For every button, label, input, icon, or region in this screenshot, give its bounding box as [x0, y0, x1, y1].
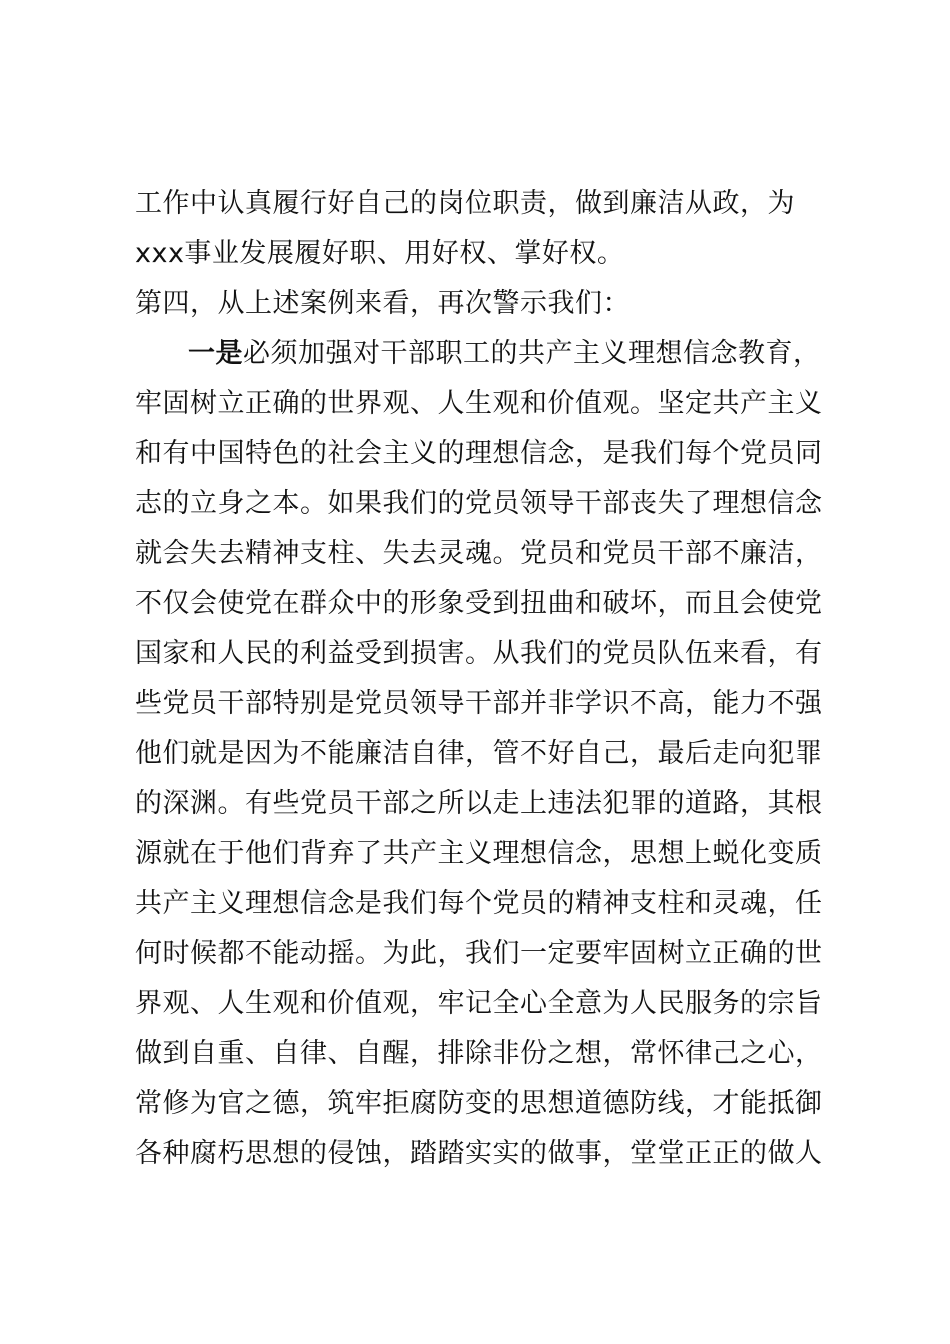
text-line: 何时候都不能动摇。为此，我们一定要牢固树立正确的世 [135, 938, 823, 969]
text-line: 就会失去精神支柱、失去灵魂。党员和党员干部不廉洁， [135, 538, 823, 569]
text-line: 不仅会使党在群众中的形象受到扭曲和破坏，而且会使党 [135, 588, 823, 619]
text-line: 做到自重、自律、自醒，排除非份之想，常怀律己之心， [135, 1038, 823, 1069]
text-line: 牢固树立正确的世界观、人生观和价值观。坚定共产主义 [135, 388, 823, 419]
text-line: 常修为官之德，筑牢拒腐防变的思想道德防线，才能抵御 [135, 1088, 823, 1119]
text-line: 他们就是因为不能廉洁自律，管不好自己，最后走向犯罪 [135, 738, 823, 769]
text-line: 的深渊。有些党员干部之所以走上违法犯罪的道路，其根 [135, 788, 823, 819]
text-line: 志的立身之本。如果我们的党员领导干部丧失了理想信念 [135, 488, 823, 519]
text-line: 源就在于他们背弃了共产主义理想信念，思想上蜕化变质 [135, 838, 823, 869]
text-span: 必须加强对干部职工的共产主义理想信念教育， [243, 338, 821, 369]
text-line: 共产主义理想信念是我们每个党员的精神支柱和灵魂，任 [135, 888, 823, 919]
text-line: xxx事业发展履好职、用好权、掌好权。 [135, 238, 625, 269]
text-line: 界观、人生观和价值观，牢记全心全意为人民服务的宗旨 [135, 988, 823, 1019]
text-line: 工作中认真履行好自己的岗位职责，做到廉洁从政，为 [135, 188, 795, 219]
paragraph-first-line [188, 336, 821, 372]
text-line: 国家和人民的利益受到损害。从我们的党员队伍来看，有 [135, 638, 823, 669]
bold-lead: 一是 [188, 338, 243, 369]
text-line: 和有中国特色的社会主义的理想信念，是我们每个党员同 [135, 438, 823, 469]
text-line: 些党员干部特别是党员领导干部并非学识不高，能力不强 [135, 688, 823, 719]
text-line: 各种腐朽思想的侵蚀，踏踏实实的做事，堂堂正正的做人 [135, 1138, 823, 1169]
section-heading: 第四，从上述案例来看，再次警示我们： [135, 288, 630, 319]
